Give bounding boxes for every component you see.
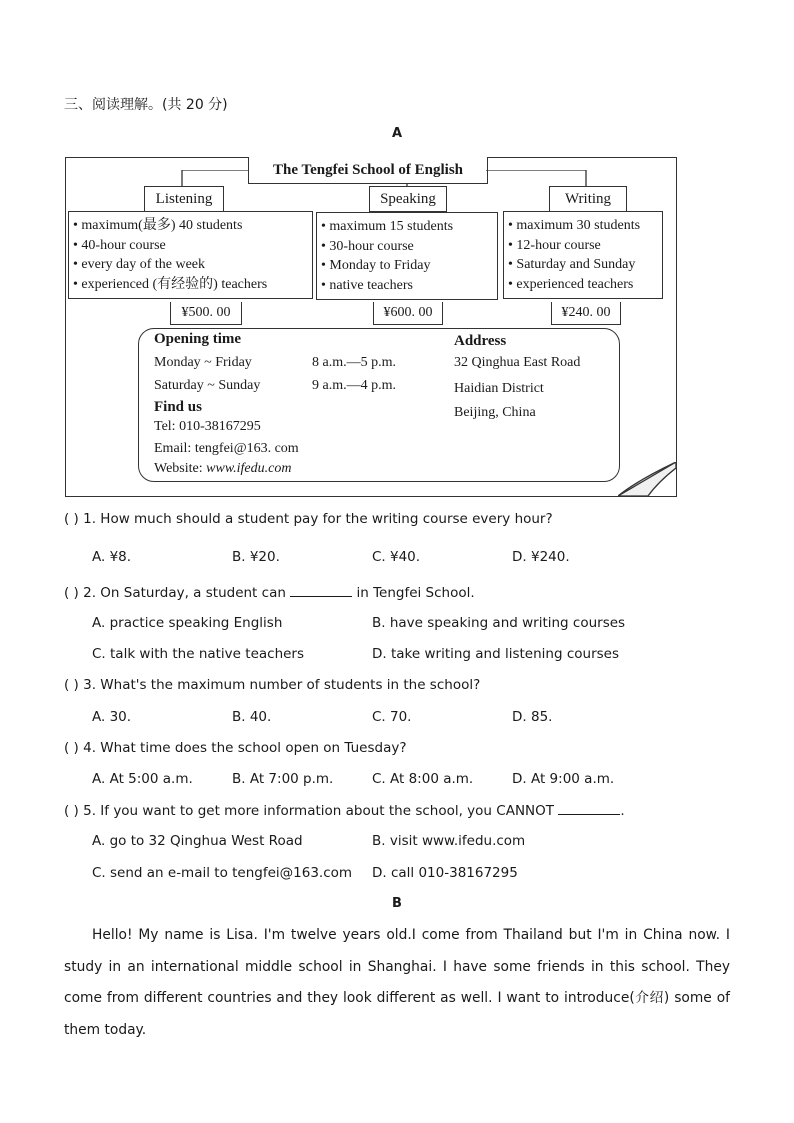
speaking-price: ¥600. 00 [373, 302, 443, 325]
question-3-option-b: B. 40. [232, 709, 272, 725]
tab-writing: Writing [549, 186, 627, 212]
address-line: 32 Qinghua East Road [454, 355, 581, 370]
course-item: • every day of the week [73, 257, 206, 272]
course-item: • 40-hour course [73, 237, 166, 253]
part-b-label: B [392, 896, 402, 911]
question-5-option-b: B. visit www.ifedu.com [372, 833, 526, 849]
listening-course-box [68, 211, 313, 299]
question-2-stem-start: ( ) 2. On Saturday, a student can [64, 585, 291, 601]
question-1-option-a: A. ¥8. [92, 549, 132, 565]
email: Email: tengfei@163. com [154, 441, 299, 456]
tab-speaking: Speaking [369, 186, 447, 212]
speaking-course-box [316, 212, 498, 300]
address-heading: Address [454, 333, 507, 349]
find-us-heading: Find us [154, 399, 202, 415]
question-5-option-a: A. go to 32 Qinghua West Road [92, 833, 303, 849]
weekday-label: Monday ~ Friday [154, 355, 252, 370]
question-5-stem-end: . [620, 803, 625, 819]
weekday-hours: 8 a.m.—5 p.m. [312, 355, 396, 370]
question-5-option-d: D. call 010-38167295 [372, 865, 518, 881]
weekend-hours: 9 a.m.—4 p.m. [312, 378, 396, 393]
course-item: • Monday to Friday [321, 258, 431, 273]
writing-course-box [503, 211, 663, 299]
question-1-option-d: D. ¥240. [512, 549, 570, 565]
address-line: Haidian District [454, 381, 544, 396]
question-2-option-d: D. take writing and listening courses [372, 646, 619, 662]
question-2-option-c: C. talk with the native teachers [92, 646, 305, 662]
opening-time-heading: Opening time [154, 331, 242, 347]
question-2-option-a: A. practice speaking English [92, 615, 283, 631]
course-item: • Saturday and Sunday [508, 257, 636, 272]
question-4-option-d: D. At 9:00 a.m. [512, 771, 615, 787]
question-2-stem-end: in Tengfei School. [352, 585, 475, 601]
question-4: ( ) 4. What time does the school open on Tuesday? [64, 740, 407, 756]
course-item: • maximum 15 students [321, 219, 454, 234]
website-line [154, 461, 291, 477]
question-3-option-d: D. 85. [512, 709, 553, 725]
course-item: • experienced (有经验的) teachers [73, 276, 268, 292]
answer-blank [290, 584, 352, 597]
part-a-label: A [392, 126, 403, 141]
weekend-label: Saturday ~ Sunday [154, 378, 261, 393]
school-name: The Tengfei School of English [248, 157, 488, 184]
question-4-option-c: C. At 8:00 a.m. [372, 771, 474, 787]
question-4-option-b: B. At 7:00 p.m. [232, 771, 334, 787]
course-item: • 12-hour course [508, 237, 601, 253]
question-3-option-a: A. 30. [92, 709, 132, 725]
info-box [138, 328, 620, 482]
course-item: • maximum 30 students [508, 218, 641, 233]
listening-price: ¥500. 00 [170, 302, 242, 325]
writing-price: ¥240. 00 [551, 302, 621, 325]
answer-blank [558, 802, 620, 815]
course-item: • maximum(最多) 40 students [73, 218, 243, 233]
question-5-option-c: C. send an e-mail to tengfei@163.com [92, 865, 353, 881]
part-b-paragraph: Hello! My name is Lisa. I'm twelve years old.I come from Thailand but I'm in China now. I study in an international middle school in Shanghai. I have some friends in this school. They come from different countries and they look different as well. I want to introduce(介绍) some of them today. [64, 927, 730, 1038]
website-link: www.ifedu.com [206, 461, 292, 476]
section-title: 三、阅读理解。(共 20 分) [64, 97, 228, 113]
course-item: • native teachers [321, 277, 413, 293]
tab-listening: Listening [144, 186, 224, 212]
question-1-option-c: C. ¥40. [372, 549, 421, 565]
question-1: ( ) 1. How much should a student pay for the writing course every hour? [64, 511, 553, 527]
question-1-option-b: B. ¥20. [232, 549, 280, 565]
question-5 [64, 802, 625, 819]
question-3-option-c: C. 70. [372, 709, 412, 725]
question-4-option-a: A. At 5:00 a.m. [92, 771, 193, 787]
question-5-stem-start: ( ) 5. If you want to get more information about the school, you CANNOT [64, 803, 559, 819]
question-2 [64, 584, 475, 601]
address-line: Beijing, China [454, 405, 536, 420]
question-3: ( ) 3. What's the maximum number of students in the school? [64, 677, 481, 693]
question-2-option-b: B. have speaking and writing courses [372, 615, 626, 631]
tel: Tel: 010-38167295 [154, 419, 261, 434]
course-item: • experienced teachers [508, 276, 634, 292]
website-label: Website: [154, 461, 207, 476]
page-curl-icon [618, 462, 676, 496]
course-item: • 30-hour course [321, 238, 414, 254]
